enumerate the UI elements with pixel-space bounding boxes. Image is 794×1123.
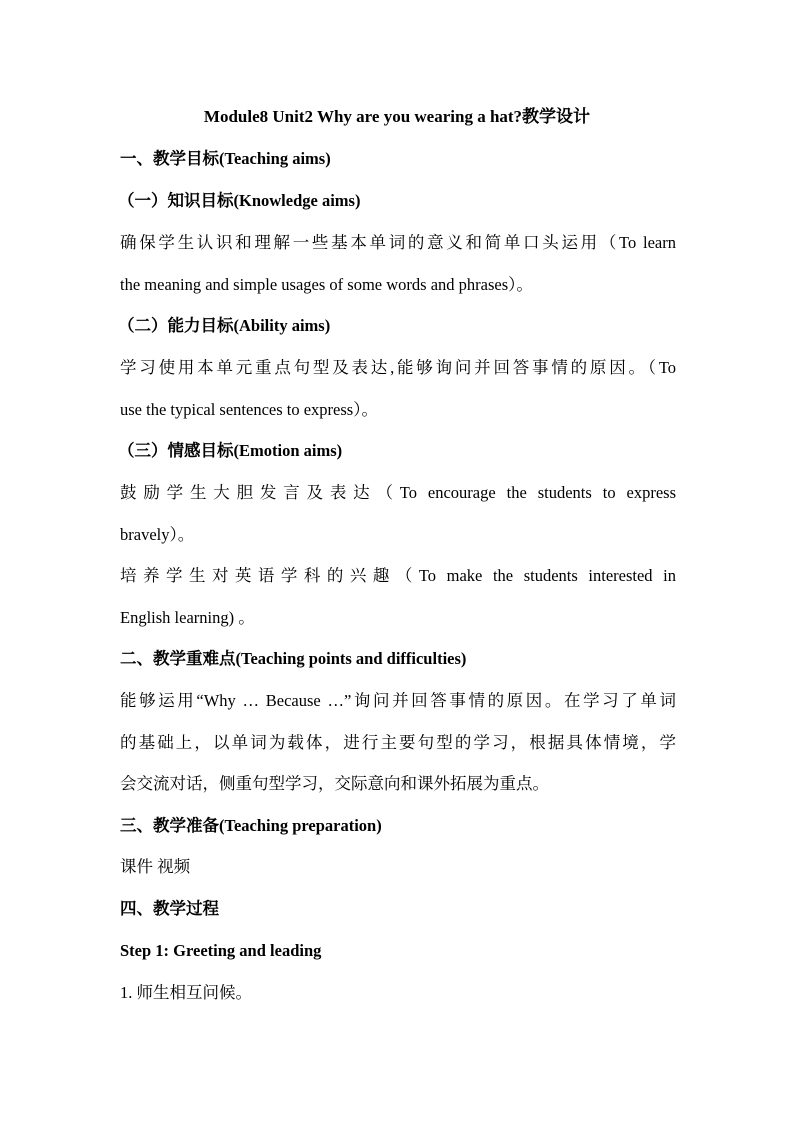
paragraph-line: 学习使用本单元重点句型及表达,能够询问并回答事情的原因。（To [120, 358, 676, 377]
subheading-knowledge-aims: （一）知识目标(Knowledge aims) [118, 191, 361, 210]
subheading-emotion-aims: （三）情感目标(Emotion aims) [118, 441, 343, 460]
paragraph-line: bravely）。 [120, 525, 195, 544]
section-heading-process: 四、教学过程 [120, 899, 219, 918]
subheading-ability-aims: （二）能力目标(Ability aims) [118, 316, 331, 335]
paragraph-line: 鼓励学生大胆发言及表达（To encourage the students to express [120, 483, 676, 502]
paragraph-line: 培养学生对英语学科的兴趣（To make the students interested in [120, 566, 676, 585]
list-item: 1. 师生相互问候。 [120, 983, 252, 1002]
paragraph-line: English learning) 。 [120, 608, 255, 627]
step-heading: Step 1: Greeting and leading [120, 941, 322, 960]
paragraph-line: 的基础上，以单词为载体，进行主要句型的学习，根据具体情境，学 [120, 733, 676, 752]
paragraph-line: use the typical sentences to express）。 [120, 400, 378, 419]
paragraph-line: 会交流对话，侧重句型学习，交际意向和课外拓展为重点。 [120, 774, 549, 793]
paragraph-line: the meaning and simple usages of some words and phrases）。 [120, 275, 533, 294]
paragraph-line: 课件 视频 [120, 857, 191, 876]
section-heading-aims: 一、教学目标(Teaching aims) [120, 149, 331, 168]
paragraph-line: 能够运用“Why … Because …”询问并回答事情的原因。在学习了单词 [120, 691, 676, 710]
section-heading-preparation: 三、教学准备(Teaching preparation) [120, 816, 382, 835]
paragraph-line: 确保学生认识和理解一些基本单词的意义和简单口头运用（To learn [120, 233, 676, 252]
document-title: Module8 Unit2 Why are you wearing a hat?教学设计 [203, 107, 591, 126]
section-heading-points: 二、教学重难点(Teaching points and difficulties) [120, 649, 467, 668]
